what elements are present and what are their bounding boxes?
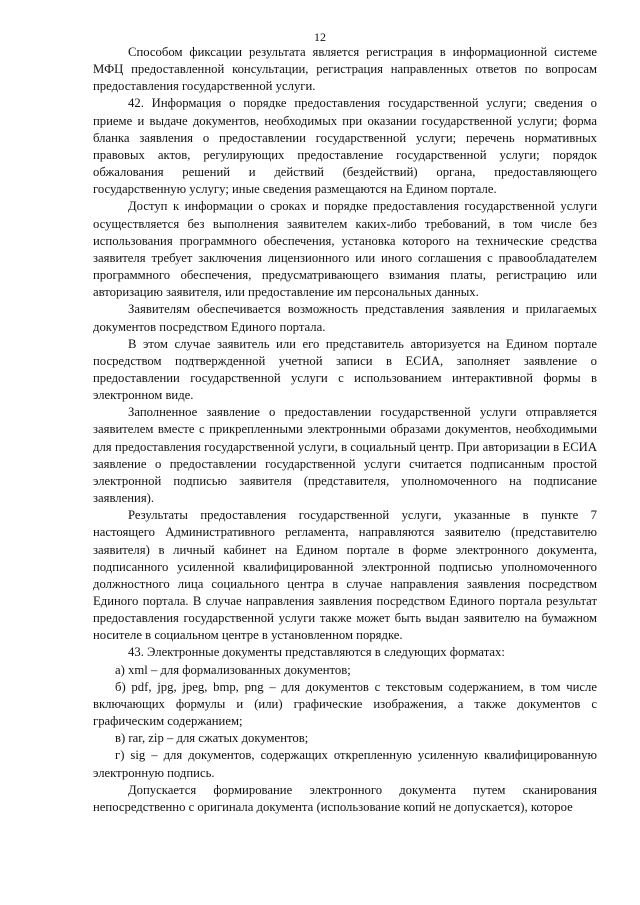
format-item-pdf: б) pdf, jpg, jpeg, bmp, png – для документов с текстовым содержанием, в том числе включающих формулы и (или) графические изображения, а также документов с графическим содержанием; [93,679,597,729]
paragraph-43-formats: 43. Электронные документы представляются в следующих форматах: [128,645,505,660]
paragraph-filled-application: Заполненное заявление о предоставлении государственной услуги отправляется заявителем вместе с прикрепленными электронными образами документов, необходимыми для предоставления государственной услуги, в социальный центр. При авторизации в ЕСИА заявление о предоставлении государственной услуги считается подписанным простой электронной подписью заявителя (представителя, уполномоченного на подписание заявления). [93,405,597,506]
paragraph-42-info: 42. Информация о порядке предоставления государственной услуги; сведения о приеме и выдаче документов, необходимых при оказании государственной услуги; форма бланка заявления о предоставлении государственной услуги; перечень нормативных правовых актов, регулирующих предоставление государственной услуги; порядок обжалования решений и действий (бездействий) органа, предоставляющего государственную услугу; иные сведения размещаются на Едином портале. [93,96,597,197]
document-body [93,44,597,816]
paragraph-authorization: В этом случае заявитель или его представитель авторизуется на Едином портале посредством подтвержденной учетной записи в ЕСИА, заполняет заявление о предоставлении государственной услуги с использованием интерактивной формы в электронном виде. [93,336,597,403]
paragraph-scanning: Допускается формирование электронного документа путем сканирования непосредственно с оригинала документа (использование копий не допускается), которое [93,782,597,814]
format-item-archive: в) rar, zip – для сжатых документов; [115,731,309,746]
format-item-xml: а) xml – для формализованных документов; [115,662,351,677]
page-number: 12 [314,30,326,44]
paragraph-submission-possibility: Заявителям обеспечивается возможность представления заявления и прилагаемых документов посредством Единого портала. [93,302,597,334]
paragraph-results: Результаты предоставления государственной услуги, указанные в пункте 7 настоящего Административного регламента, направляются заявителю (представителю заявителя) в личный кабинет на Едином портале в форме электронного документа, подписанного усиленной квалифицированной электронной подписью уполномоченного должностного лица социального центра в случае направления заявления посредством Единого портала. В случае направления заявления посредством Единого портала результат предоставления государственной услуги также может быть выдан заявителю на бумажном носителе в социальном центре в установленном порядке. [93,508,597,643]
paragraph-access: Доступ к информации о сроках и порядке предоставления государственной услуги осуществляется без выполнения заявителем каких-либо требований, в том числе без использования программного обеспечения, установка которого на технические средства заявителя требует заключения лицензионного или иного соглашения с правообладателем программного обеспечения, предусматривающего взимания платы, регистрацию или авторизацию заявителя, или предоставление им персональных данных. [93,199,597,300]
paragraph-fixation-method: Способом фиксации результата является регистрация в информационной системе МФЦ предоставленной консультации, регистрация направленных ответов по вопросам предоставления государственной услуги. [93,45,597,94]
format-item-sig: г) sig – для документов, содержащих открепленную усиленную квалифицированную электронную подпись. [93,748,597,780]
